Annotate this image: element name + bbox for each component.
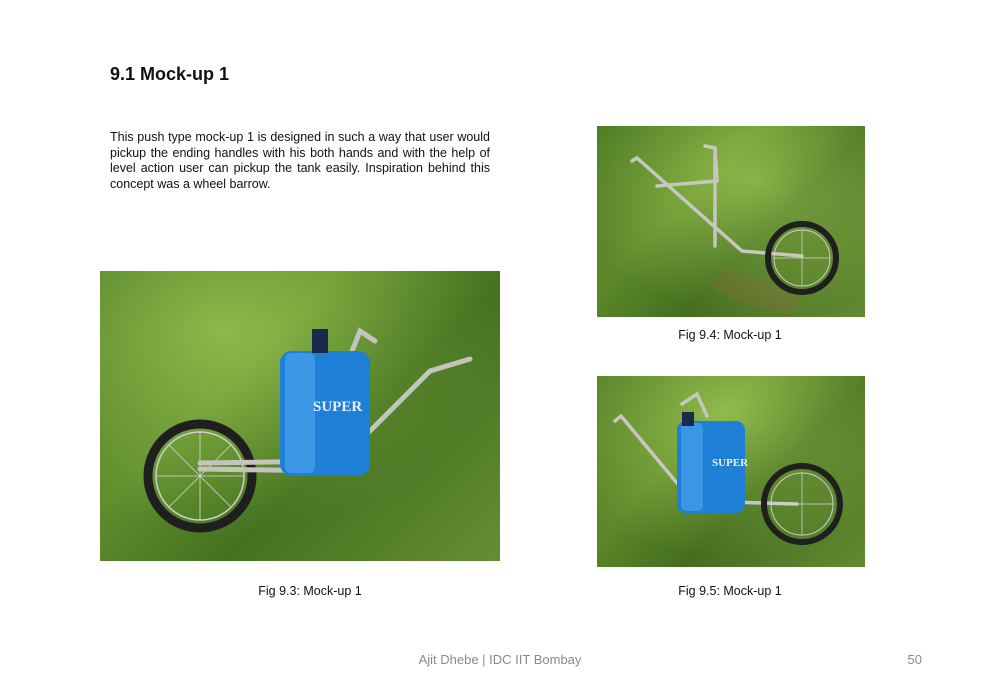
figure-9-5-photo <box>597 376 865 567</box>
figure-9-5-caption: Fig 9.5: Mock-up 1 <box>678 584 782 598</box>
footer-text: Ajit Dhebe | IDC IIT Bombay <box>418 652 582 667</box>
tank-label: SUPER <box>712 457 749 469</box>
figure-9-3-photo <box>100 271 500 561</box>
section-heading: 9.1 Mock-up 1 <box>110 64 230 84</box>
tank-label: SUPER <box>313 399 363 415</box>
description-paragraph: This push type mock-up 1 is designed in such a way that user would pickup the ending handles with his both hands and with the help of level action user can pickup the tank easily. Inspiration behind this concept was a wheel barrow. <box>110 130 490 191</box>
figure-9-4-caption: Fig 9.4: Mock-up 1 <box>678 328 782 342</box>
figure-9-4-photo <box>597 126 865 317</box>
figure-9-3-caption: Fig 9.3: Mock-up 1 <box>258 584 362 598</box>
page-number: 50 <box>907 652 922 667</box>
